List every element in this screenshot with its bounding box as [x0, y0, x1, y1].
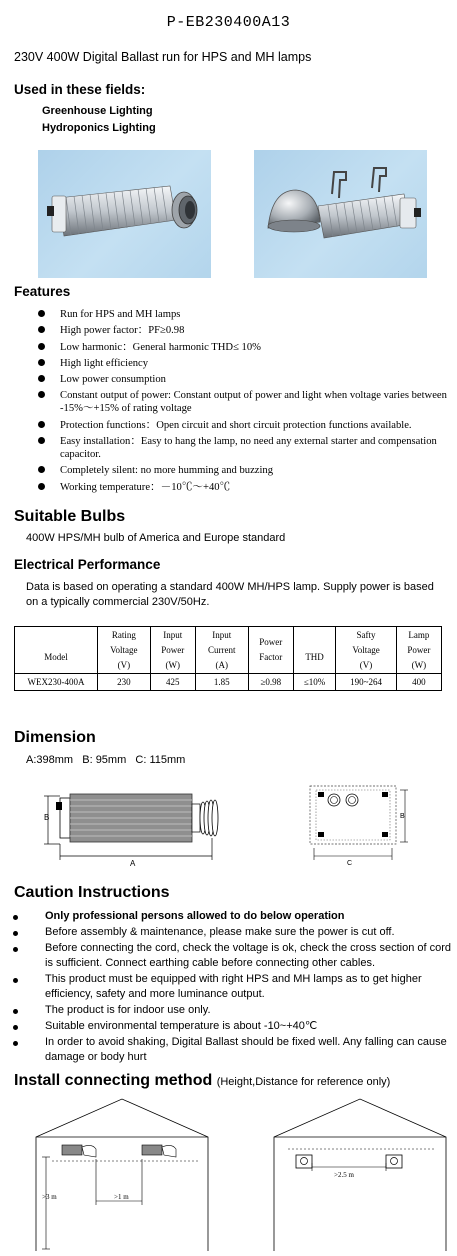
- feature-item: High power factor：PF≥0.98: [38, 324, 456, 337]
- table-cell: 1.85: [195, 674, 248, 691]
- column-header: Input Power (W): [150, 627, 195, 674]
- caution-item: This product must be equipped with right HPS and MH lamps as to get higher efficiency, safety and more luminance output.: [13, 972, 453, 1002]
- feature-item: Protection functions：Open circuit and short circuit protection functions available.: [38, 419, 456, 432]
- bulbs-text: 400W HPS/MH bulb of America and Europe standard: [26, 532, 286, 544]
- electrical-description: Data is based on operating a standard 400W MH/HPS lamp. Supply power is based on a typically commercial 230V/50Hz.: [26, 581, 434, 608]
- table-row: [15, 674, 442, 691]
- dimension-label-c: C: [347, 860, 353, 867]
- electrical-heading: Electrical Performance: [14, 557, 161, 572]
- column-header: Model: [15, 627, 98, 674]
- product-subtitle: 230V 400W Digital Ballast run for HPS and MH lamps: [14, 50, 312, 64]
- caution-item: In order to avoid shaking, Digital Ballast should be fixed well. Any falling can cause damage or body hurt: [13, 1035, 453, 1065]
- bulbs-heading: Suitable Bulbs: [14, 508, 126, 525]
- ballast-reflector-illustration: [254, 150, 427, 278]
- dimension-side-drawing: [30, 780, 235, 870]
- fields-heading: Used in these fields:: [14, 82, 146, 97]
- caution-item: The product is for indoor use only.: [13, 1003, 453, 1018]
- install-distance-label-2: >2.5 m: [334, 1171, 354, 1179]
- install-diagram-side: [30, 1095, 215, 1253]
- table-header-row: [15, 627, 442, 674]
- table-cell: ≥0.98: [248, 674, 293, 691]
- table-cell: 400: [396, 674, 441, 691]
- table-cell: 425: [150, 674, 195, 691]
- caution-item: Only professional persons allowed to do below operation: [13, 909, 453, 924]
- column-header: Safty Voltage (V): [336, 627, 397, 674]
- dimension-values: A:398mm B: 95mm C: 115mm: [26, 754, 186, 766]
- table-cell: ≤10%: [293, 674, 335, 691]
- install-distance-label: >1 m: [114, 1193, 129, 1201]
- column-header: Power Factor: [248, 627, 293, 674]
- dimension-heading: Dimension: [14, 729, 96, 746]
- install-heading-line: [14, 1072, 390, 1090]
- electrical-table: [14, 626, 442, 691]
- dimension-label-b: B: [44, 813, 50, 822]
- caution-item: Before connecting the cord, check the voltage is ok, check the cross section of cord is sufficient. Connect earthing cable before connecting other cables.: [13, 941, 453, 971]
- table-cell: 230: [98, 674, 151, 691]
- caution-item: Before assembly & maintenance, please make sure the power is cut off.: [13, 925, 453, 940]
- caution-list: [13, 909, 453, 1066]
- feature-item: Completely silent: no more humming and buzzing: [38, 464, 456, 477]
- dimension-label-b2: B: [400, 813, 405, 820]
- dimension-label-a: A: [130, 859, 136, 868]
- dimension-top-drawing: [300, 778, 415, 868]
- ballast-illustration: [38, 150, 211, 278]
- field-hydroponics: Hydroponics Lighting: [42, 122, 156, 134]
- feature-item: Low power consumption: [38, 373, 456, 386]
- install-height-label: >3 m: [42, 1193, 57, 1201]
- caution-item: Suitable environmental temperature is about -10~+40℃: [13, 1019, 453, 1034]
- table-cell: WEX230-400A: [15, 674, 98, 691]
- feature-item: Working temperature：－10℃～+40℃: [38, 481, 456, 494]
- install-diagram-front: [268, 1095, 453, 1253]
- document-title: P-EB230400A13: [166, 14, 291, 31]
- feature-item: High light efficiency: [38, 357, 456, 370]
- feature-item: Easy installation：Easy to hang the lamp, no need any external starter and compensation capacitor.: [38, 435, 456, 461]
- ballast-with-reflector-photo: [254, 150, 427, 278]
- install-heading: Install connecting method: [14, 1072, 213, 1089]
- features-heading: Features: [14, 284, 71, 299]
- features-list: [38, 308, 456, 497]
- feature-item: Constant output of power: Constant output of power and light when voltage varies between -15%～+15% of rating voltage: [38, 389, 456, 415]
- feature-item: Low harmonic：General harmonic THD≤ 10%: [38, 341, 456, 354]
- install-note: (Height,Distance for reference only): [216, 1076, 391, 1088]
- column-header: THD: [293, 627, 335, 674]
- column-header: Lamp Power (W): [396, 627, 441, 674]
- column-header: Input Current (A): [195, 627, 248, 674]
- field-greenhouse: Greenhouse Lighting: [42, 105, 153, 117]
- table-cell: 190~264: [336, 674, 397, 691]
- caution-heading: Caution Instructions: [14, 884, 170, 901]
- feature-item: Run for HPS and MH lamps: [38, 308, 456, 321]
- column-header: Rating Voltage (V): [98, 627, 151, 674]
- ballast-photo: [38, 150, 211, 278]
